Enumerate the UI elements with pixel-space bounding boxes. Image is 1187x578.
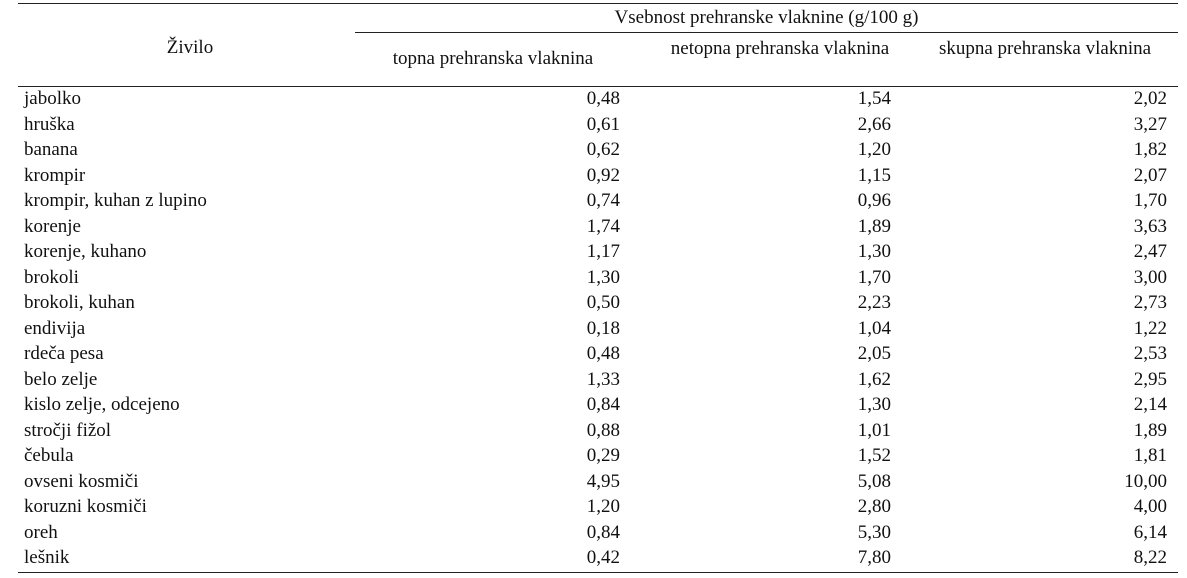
soluble-fiber-cell: 0,88 [586, 419, 620, 441]
soluble-fiber-cell: 0,18 [586, 317, 620, 339]
insoluble-fiber-cell: 2,66 [857, 113, 891, 135]
food-name-cell: rdeča pesa [24, 343, 104, 364]
total-fiber-cell: 1,22 [1133, 317, 1167, 339]
fiber-content-group-header: Vsebnost prehranske vlaknine (g/100 g) [614, 7, 919, 28]
total-fiber-cell: 1,81 [1133, 445, 1167, 466]
soluble-fiber-cell: 0,74 [586, 190, 620, 211]
total-fiber-cell: 2,02 [1133, 88, 1167, 109]
insoluble-fiber-cell: 1,52 [857, 445, 891, 466]
food-name-cell: endivija [24, 317, 86, 339]
insoluble-fiber-cell: 1,89 [857, 215, 891, 237]
total-fiber-cell: 3,63 [1133, 215, 1167, 237]
food-name-cell: korenje [24, 215, 81, 237]
insoluble-fiber-cell: 5,08 [857, 470, 891, 492]
soluble-fiber-cell: 4,95 [586, 470, 620, 492]
soluble-fiber-cell: 0,92 [586, 164, 620, 186]
insoluble-fiber-cell: 7,80 [857, 547, 891, 568]
soluble-fiber-cell: 0,61 [586, 113, 620, 135]
food-name-cell: korenje, kuhano [24, 241, 147, 262]
food-name-cell: belo zelje [24, 368, 98, 390]
total-fiber-cell: 2,95 [1133, 368, 1167, 390]
soluble-fiber-cell: 0,48 [586, 88, 620, 109]
insoluble-fiber-cell: 1,62 [857, 368, 891, 390]
soluble-fiber-cell: 1,33 [586, 368, 620, 390]
bottom-rule [18, 572, 1178, 573]
soluble-fiber-cell: 1,20 [586, 496, 620, 517]
total-fiber-cell: 6,14 [1133, 521, 1167, 543]
soluble-fiber-cell: 0,62 [586, 139, 620, 160]
total-fiber-cell: 2,73 [1133, 292, 1167, 313]
soluble-fiber-cell: 0,84 [586, 521, 620, 543]
food-name-cell: banana [24, 139, 78, 160]
total-fiber-cell: 8,22 [1133, 547, 1167, 568]
food-name-cell: hruška [24, 113, 75, 135]
food-name-cell: krompir, kuhan z lupino [24, 190, 207, 211]
insoluble-fiber-cell: 2,05 [857, 343, 891, 364]
insoluble-fiber-cell: 1,01 [857, 419, 891, 441]
soluble-fiber-cell: 0,29 [586, 445, 620, 466]
soluble-fiber-cell: 0,48 [586, 343, 620, 364]
insoluble-fiber-cell: 2,23 [857, 292, 891, 313]
soluble-fiber-cell: 0,50 [586, 292, 620, 313]
top-rule [18, 3, 1178, 4]
insoluble-fiber-cell: 1,04 [857, 317, 891, 339]
total-fiber-cell: 10,00 [1124, 470, 1167, 492]
insoluble-fiber-cell: 1,15 [857, 164, 891, 186]
total-fiber-cell: 2,47 [1133, 241, 1167, 262]
total-fiber-cell: 2,07 [1133, 164, 1167, 186]
total-fiber-cell: 2,53 [1133, 343, 1167, 364]
total-fiber-cell: 4,00 [1133, 496, 1167, 517]
food-name-cell: stročji fižol [24, 419, 112, 441]
insoluble-fiber-cell: 1,30 [857, 394, 891, 415]
food-name-cell: brokoli [24, 266, 79, 288]
insoluble-fiber-cell: 5,30 [857, 521, 891, 543]
insoluble-fiber-cell: 2,80 [857, 496, 891, 517]
total-fiber-cell: 1,82 [1133, 139, 1167, 160]
insoluble-fiber-header: netopna prehranska vlaknina [670, 38, 890, 59]
soluble-fiber-cell: 1,30 [586, 266, 620, 288]
total-fiber-header: skupna prehranska vlaknina [938, 38, 1152, 59]
food-name-cell: brokoli, kuhan [24, 292, 135, 313]
insoluble-fiber-cell: 1,54 [857, 88, 891, 109]
total-fiber-cell: 2,14 [1133, 394, 1167, 415]
food-name-cell: krompir [24, 164, 86, 186]
total-fiber-cell: 3,27 [1133, 113, 1167, 135]
food-name-cell: čebula [24, 445, 74, 466]
food-column-header: Živilo [166, 37, 214, 58]
food-name-cell: koruzni kosmiči [24, 496, 147, 517]
soluble-fiber-cell: 1,17 [586, 241, 620, 262]
group-header-rule [355, 32, 1178, 33]
food-name-cell: lešnik [24, 547, 70, 568]
total-fiber-cell: 1,89 [1133, 419, 1167, 441]
food-name-cell: kislo zelje, odcejeno [24, 394, 180, 415]
insoluble-fiber-cell: 1,30 [857, 241, 891, 262]
food-name-cell: ovseni kosmiči [24, 470, 139, 492]
soluble-fiber-cell: 1,74 [586, 215, 620, 237]
soluble-fiber-cell: 0,84 [586, 394, 620, 415]
insoluble-fiber-cell: 1,70 [857, 266, 891, 288]
soluble-fiber-cell: 0,42 [586, 547, 620, 568]
total-fiber-cell: 3,00 [1133, 266, 1167, 288]
food-name-cell: oreh [24, 521, 58, 543]
soluble-fiber-header: topna prehranska vlaknina [392, 48, 594, 69]
food-name-cell: jabolko [24, 88, 81, 109]
insoluble-fiber-cell: 1,20 [857, 139, 891, 160]
total-fiber-cell: 1,70 [1133, 190, 1167, 211]
insoluble-fiber-cell: 0,96 [857, 190, 891, 211]
